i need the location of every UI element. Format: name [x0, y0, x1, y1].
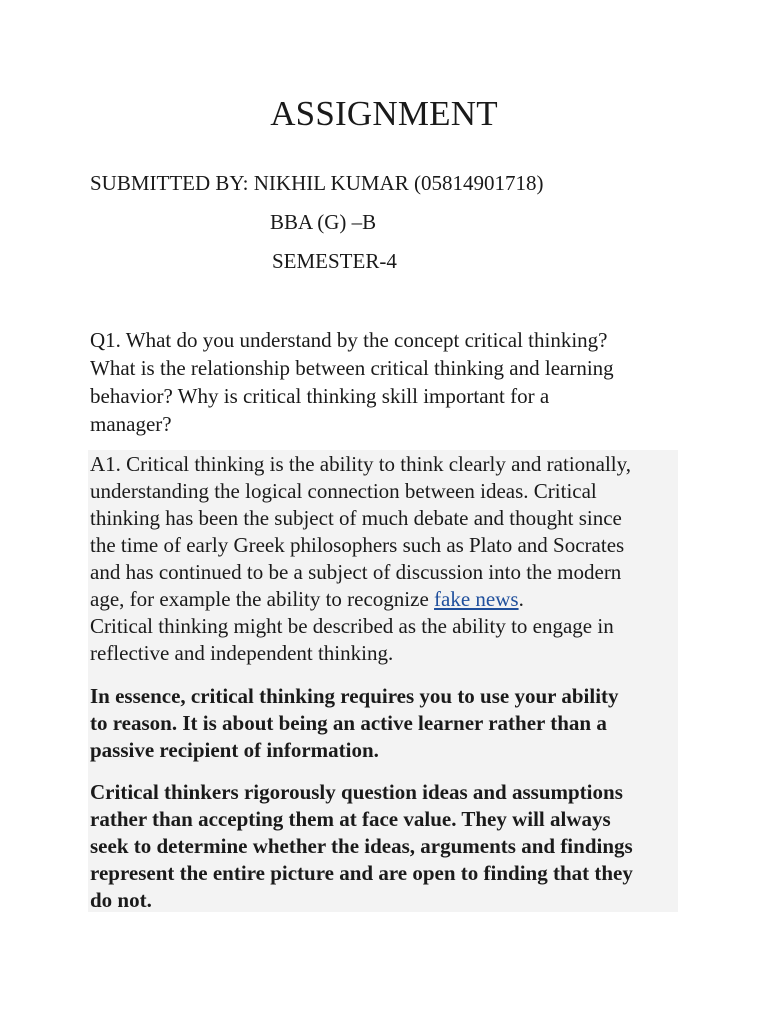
bold-line: Critical thinkers rigorously question ideas and assumptions	[90, 780, 623, 804]
course-line: BBA (G) –B	[270, 210, 377, 234]
answer-section	[88, 450, 678, 912]
question-line: behavior? Why is critical thinking skill important for a	[90, 384, 550, 408]
answer-line: thinking has been the subject of much debate and thought since	[90, 506, 622, 530]
answer-line: Critical thinking might be described as the ability to engage in	[90, 614, 614, 638]
bold-line: represent the entire picture and are open to finding that they	[90, 861, 633, 885]
question-paragraph	[90, 326, 680, 438]
question-line: What is the relationship between critical thinking and learning	[90, 356, 614, 380]
bold-line: do not.	[90, 888, 152, 912]
semester-line: SEMESTER-4	[272, 249, 397, 273]
bold-line: rather than accepting them at face value. They will always	[90, 807, 611, 831]
submitted-by-line: SUBMITTED BY: NIKHIL KUMAR (05814901718)	[90, 171, 544, 195]
bold-line: to reason. It is about being an active learner rather than a	[90, 711, 607, 735]
bold-paragraph-essence	[90, 683, 678, 764]
fake-news-link[interactable]: fake news	[434, 587, 519, 611]
answer-line: and has continued to be a subject of discussion into the modern	[90, 560, 622, 584]
answer-line: the time of early Greek philosophers such as Plato and Socrates	[90, 533, 625, 557]
answer-line-suffix: .	[518, 587, 524, 611]
document-title: ASSIGNMENT	[270, 94, 498, 133]
bold-line: passive recipient of information.	[90, 738, 379, 762]
bold-line: In essence, critical thinking requires you to use your ability	[90, 684, 619, 708]
answer-line-prefix: age, for example the ability to recognize	[90, 587, 435, 611]
answer-line: A1. Critical thinking is the ability to think clearly and rationally,	[90, 452, 632, 476]
answer-line-with-link	[90, 586, 678, 613]
question-line: Q1. What do you understand by the concept critical thinking?	[90, 328, 608, 352]
bold-line: seek to determine whether the ideas, arguments and findings	[90, 834, 633, 858]
answer-paragraph	[90, 451, 678, 667]
answer-line: reflective and independent thinking.	[90, 641, 394, 665]
bold-paragraph-critical-thinkers	[90, 779, 678, 914]
answer-line: understanding the logical connection between ideas. Critical	[90, 479, 597, 503]
question-line: manager?	[90, 412, 172, 436]
